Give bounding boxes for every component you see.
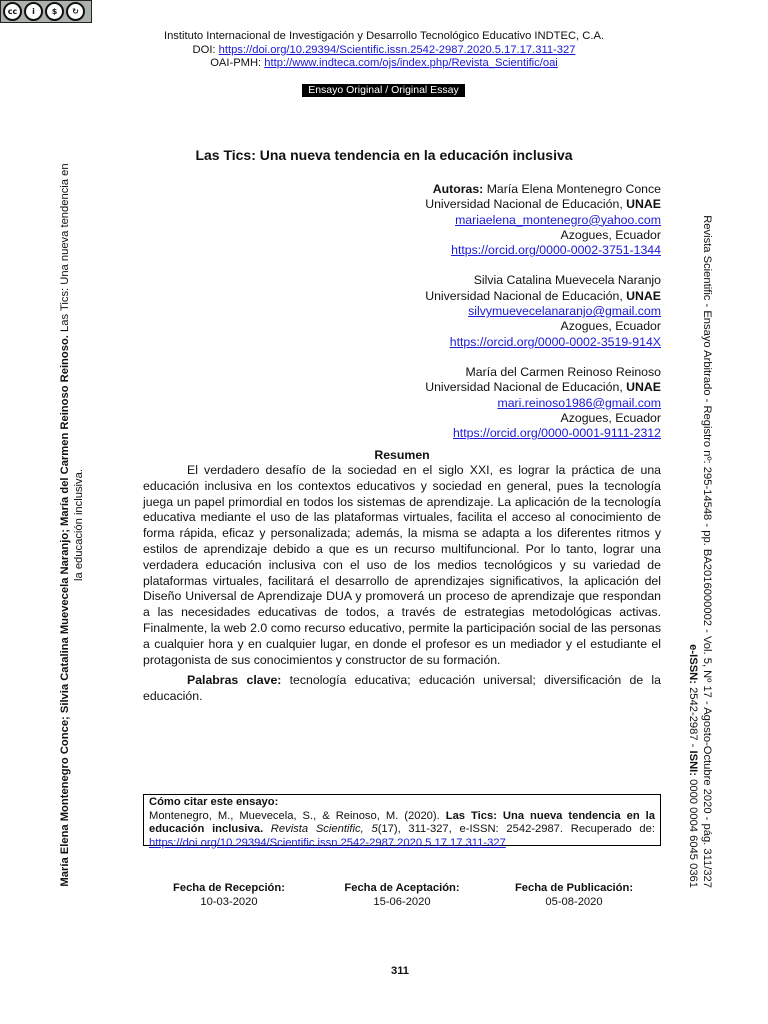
- abstract-heading: Resumen: [374, 448, 430, 462]
- citation-journal: Revista Scientific, 5: [263, 823, 378, 835]
- license-badge[interactable]: [0, 0, 92, 23]
- citation-issue: (17), 311-327, e-ISSN: 2542-2987. Recuperado de:: [377, 823, 655, 835]
- isni-label: ISNI:: [687, 750, 700, 777]
- running-header-title-continued: la educación inclusiva.: [72, 469, 85, 581]
- author-location: Azogues, Ecuador: [560, 227, 661, 242]
- author-orcid-link[interactable]: https://orcid.org/0000-0001-9111-2312: [452, 426, 661, 441]
- sharealike-icon: ↻: [66, 2, 85, 21]
- keywords: [143, 673, 661, 705]
- doi-label: DOI:: [192, 43, 219, 56]
- author-3-name: María del Carmen Reinoso Reinoso: [465, 364, 661, 379]
- publication-date: [494, 882, 654, 909]
- author-name: [261, 182, 661, 197]
- cc-icon: cc: [3, 2, 22, 21]
- author-orcid-link[interactable]: https://orcid.org/0000-0002-3519-914X: [449, 334, 661, 349]
- abstract-text: El verdadero desafío de la sociedad en el siglo XXI, es lograr la práctica de una educación inclusiva en los contextos educativos y sociedad en general, pues la tecnología juega un papel primordial en todos los sistemas de aprendizaje. La aplicación de la tecnología educativa mediante el uso de las plataformas virtuales, facilita el acceso al conocimiento de forma rápida, eficaz y personalizada; además, la misma se adapta a los diferentes ritmos y estilos de aprendizaje debido a que es un recurso multifuncional. Por lo tanto, lograr una verdadera educación inclusiva con el uso de los medios tecnológicos y su variedad de plataformas virtuales, facilitará el desarrollo de aprendizajes significativos, la aplicación del Diseño Universal de Aprendizaje DUA y promoverá un proceso de aprendizaje que respondan a las necesidades educativas de todos, a través de estrategias metodológicas activas. Finalmente, la web 2.0 como recurso educativo, permite la participación social de las personas a cualquier hora y en cualquier lugar, en donde el profesor es un mediador y el estudiante el protagonista de sus conocimientos y constructor de su formación.: [143, 463, 661, 667]
- reception-date-label: Fecha de Recepción:: [173, 882, 285, 894]
- author-affiliation: [261, 197, 661, 212]
- acceptance-date-label: Fecha de Aceptación:: [344, 882, 460, 894]
- left-margin-running-header: [59, 145, 86, 905]
- oai-label: OAI-PMH:: [210, 57, 265, 69]
- authors-label: Autoras:: [432, 182, 484, 196]
- isni-value: 0000 0004 6045 0361: [687, 776, 700, 888]
- author-email-link[interactable]: mari.reinoso1986@gmail.com: [497, 395, 661, 410]
- author-orcid-link[interactable]: https://orcid.org/0000-0002-3751-1344: [451, 243, 661, 258]
- citation-link[interactable]: https://doi.org/10.29394/Scientific.issn.2542-2987.2020.5.17.17.311-327: [149, 836, 506, 849]
- publication-date-value: 05-08-2020: [545, 895, 603, 908]
- right-margin-journal-info: [686, 178, 713, 888]
- attribution-icon: i: [24, 2, 43, 21]
- author-affiliation: [261, 380, 661, 395]
- reception-date: [149, 882, 309, 909]
- reception-date-value: 10-03-2020: [200, 895, 258, 908]
- issn-line: [686, 178, 700, 888]
- affiliation-text: Universidad Nacional de Educación,: [425, 288, 627, 303]
- author-email-link[interactable]: silvymuevecelanaranjo@gmail.com: [468, 304, 661, 319]
- affiliation-text: Universidad Nacional de Educación,: [425, 380, 627, 395]
- running-header-authors: María Elena Montenegro Conce; Silvia Catalina Muevecela Naranjo; María del Carmen Reinoso Reinoso.: [59, 335, 71, 887]
- doi-link[interactable]: https://doi.org/10.29394/Scientific.issn.2542-2987.2020.5.17.17.311-327: [218, 43, 576, 56]
- acceptance-date: [322, 882, 482, 909]
- affiliation-code: UNAE: [626, 288, 661, 303]
- keywords-text: tecnología educativa; educación universal; diversificación de la educación.: [143, 673, 661, 703]
- citation-text: [149, 810, 655, 851]
- oai-line: [150, 57, 618, 71]
- noncommercial-icon: $: [45, 2, 64, 21]
- institute-name: Instituto Internacional de Investigación y Desarrollo Tecnológico Educativo INDTEC, C.A.: [163, 30, 605, 42]
- affiliation-code: UNAE: [626, 197, 661, 212]
- doi-line: [150, 44, 618, 58]
- author-1-name: María Elena Montenegro Conce: [486, 182, 661, 196]
- citation-title: Las Tics: Una nueva tendencia en la educación inclusiva.: [149, 809, 655, 835]
- eissn-label: e-ISSN:: [687, 644, 700, 684]
- author-email-link[interactable]: mariaelena_montenegro@yahoo.com: [455, 212, 661, 227]
- essay-type-label: Ensayo Original / Original Essay: [302, 84, 465, 97]
- oai-link[interactable]: http://www.indteca.com/ojs/index.php/Revista_Scientific/oai: [264, 57, 558, 69]
- citation-authors: Montenegro, M., Muevecela, S., & Reinoso, M. (2020).: [149, 809, 446, 822]
- affiliation-text: Universidad Nacional de Educación,: [425, 197, 627, 212]
- acceptance-date-value: 15-06-2020: [373, 895, 431, 908]
- publication-date-label: Fecha de Publicación:: [514, 882, 634, 894]
- running-header-title: Las Tics: Una nueva tendencia en: [59, 163, 71, 336]
- journal-header: [150, 30, 618, 71]
- citation-box: [143, 794, 661, 849]
- author-2-name: Silvia Catalina Muevecela Naranjo: [473, 273, 661, 288]
- eissn-value: 2542-2987 -: [687, 683, 700, 751]
- author-affiliation: [261, 289, 661, 304]
- keywords-label: Palabras clave:: [187, 673, 282, 687]
- journal-registration-line: Revista Scientific - Ensayo Arbitrado - Registro nº: 295-14548 - pp. BA2016000002 - Vol. 5, Nº 17 - Agosto-Octubre 2020 - pág. 311/327: [701, 215, 713, 888]
- affiliation-code: UNAE: [626, 380, 661, 395]
- authors-block: [261, 182, 661, 441]
- author-location: Azogues, Ecuador: [560, 319, 661, 334]
- author-location: Azogues, Ecuador: [560, 410, 661, 425]
- page-number: 311: [390, 965, 410, 977]
- paper-title: Las Tics: Una nueva tendencia en la educación inclusiva: [195, 147, 573, 163]
- citation-heading: Cómo citar este ensayo:: [149, 796, 279, 808]
